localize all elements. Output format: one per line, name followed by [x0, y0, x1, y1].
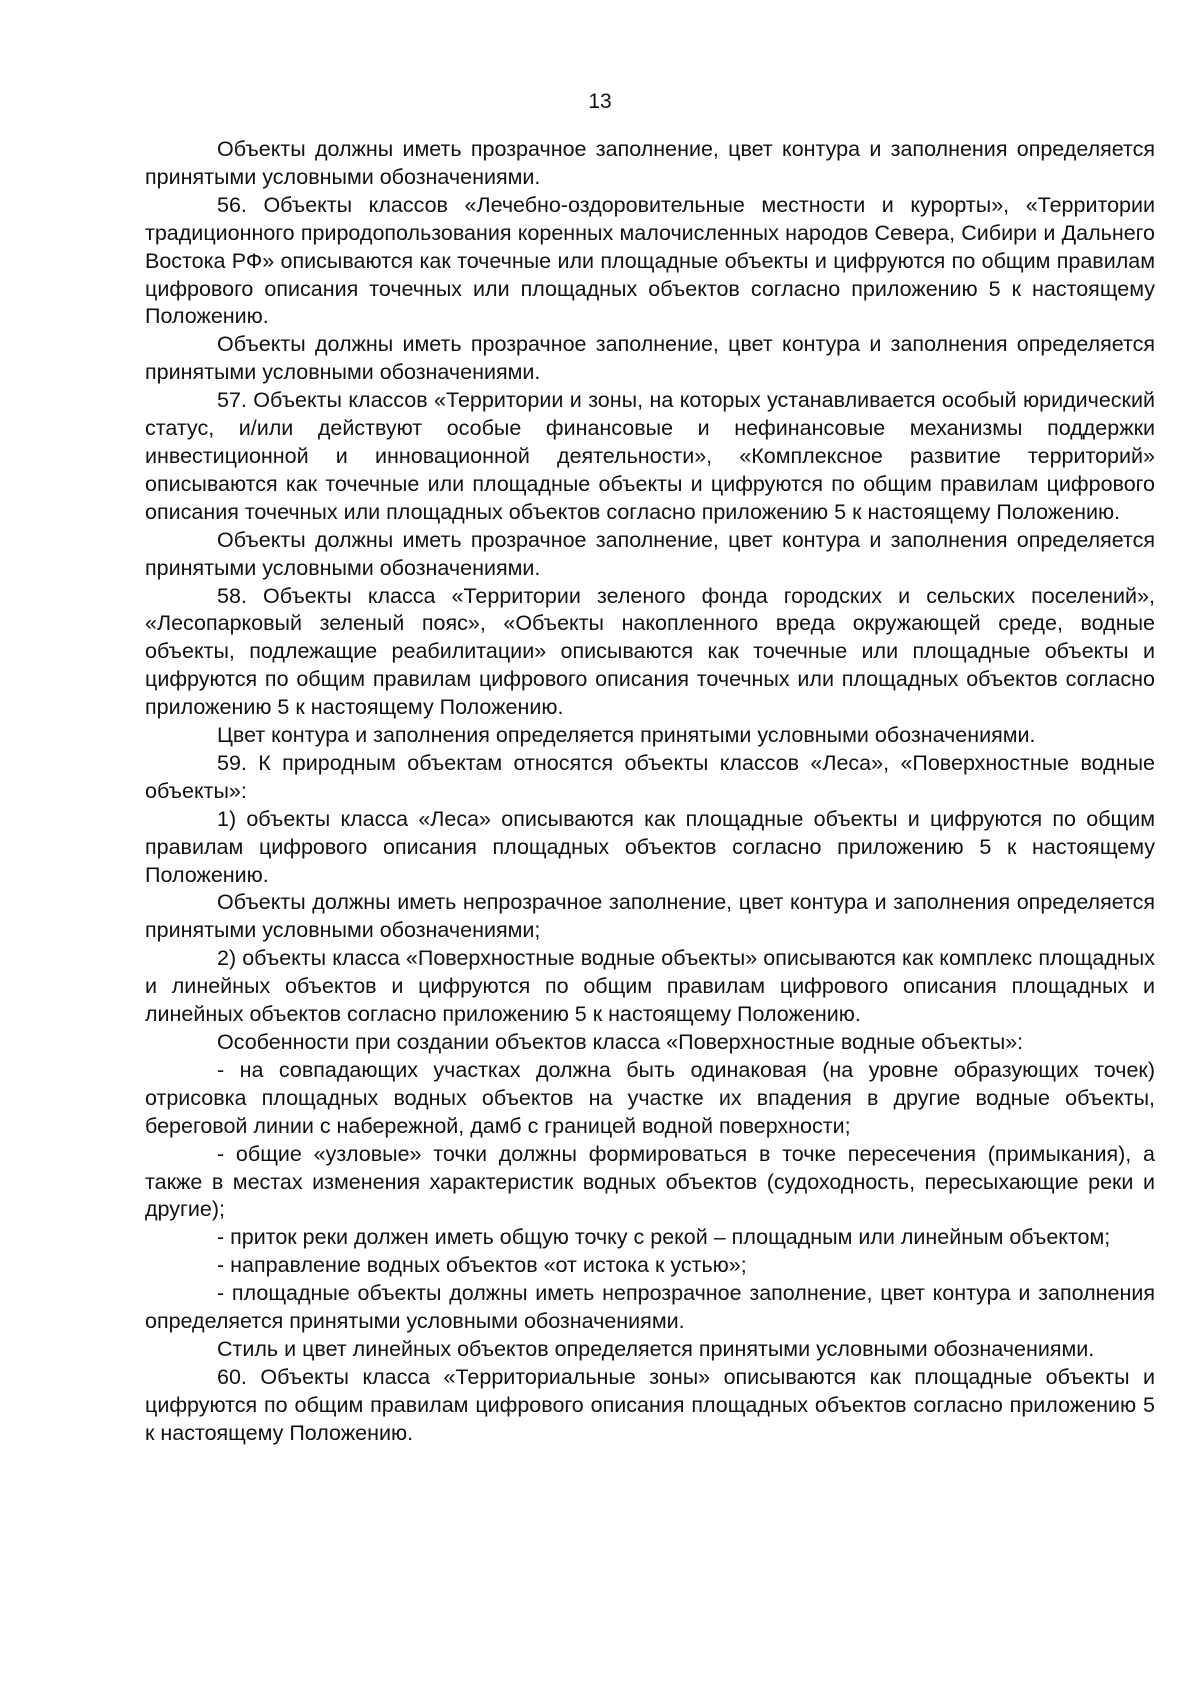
page-number: 13 — [588, 90, 612, 113]
paragraph: Объекты должны иметь прозрачное заполнение, цвет контура и заполнения определяется принятыми условными обозначениями. — [145, 332, 1155, 385]
paragraph-subitem-1: 1) объекты класса «Леса» описываются как площадные объекты и цифруются по общим правилам цифрового описания площадных объектов согласно приложению 5 к настоящему Положению. — [145, 806, 1155, 887]
paragraph: Цвет контура и заполнения определяется принятыми условными обозначениями. — [217, 723, 1036, 748]
list-item: - на совпадающих участках должна быть одинаковая (на уровне образующих точек) отрисовка площадных водных объектов на участке их впадения в другие водные объекты, береговой линии с набережной, дамб с границей водной поверхности; — [145, 1057, 1155, 1138]
paragraph-item-56: 56. Объекты классов «Лечебно-оздоровительные местности и курорты», «Территории традиционного природопользования коренных малочисленных народов Севера, Сибири и Дальнего Востока РФ» описываются как точечные или площадные объекты и цифруются по общим правилам цифрового описания точечных или площадных объектов согласно приложению 5 к настоящему Положению. — [145, 192, 1155, 329]
paragraph: Объекты должны иметь непрозрачное заполнение, цвет контура и заполнения определяется принятыми условными обозначениями; — [145, 890, 1155, 943]
paragraph: Стиль и цвет линейных объектов определяется принятыми условными обозначениями. — [217, 1336, 1095, 1361]
paragraph: Объекты должны иметь прозрачное заполнение, цвет контура и заполнения определяется принятыми условными обозначениями. — [145, 137, 1155, 189]
list-item: - направление водных объектов «от истока к устью»; — [217, 1253, 747, 1278]
paragraph-item-58: 58. Объекты класса «Территории зеленого фонда городских и сельских поселений», «Лесопарковый зеленый пояс», «Объекты накопленного вреда окружающей среде, водные объекты, подлежащие реабилитации» описываются как точечные или площадные объекты и цифруются по общим правилам цифрового описания точечных или площадных объектов согласно приложению 5 к настоящему Положению. — [145, 583, 1155, 720]
list-item: - приток реки должен иметь общую точку с рекой – площадным или линейным объектом; — [217, 1225, 1111, 1250]
paragraph: Особенности при создании объектов класса «Поверхностные водные объекты»: — [217, 1030, 1024, 1054]
document-body — [145, 136, 1155, 1448]
list-item: - общие «узловые» точки должны формироваться в точке пересечения (примыкания), а также в местах изменения характеристик водных объектов (судоходность, пересыхающие реки и другие); — [145, 1141, 1155, 1222]
paragraph-subitem-2: 2) объекты класса «Поверхностные водные объекты» описываются как комплекс площадных и линейных объектов и цифруются по общим правилам цифрового описания площадных и линейных объектов согласно приложению 5 к настоящему Положению. — [145, 946, 1155, 1027]
paragraph-item-59: 59. К природным объектам относятся объекты классов «Леса», «Поверхностные водные объекты»: — [145, 750, 1155, 803]
paragraph: Объекты должны иметь прозрачное заполнение, цвет контура и заполнения определяется принятыми условными обозначениями. — [145, 527, 1155, 580]
paragraph-item-60: 60. Объекты класса «Территориальные зоны» описываются как площадные объекты и цифруются по общим правилам цифрового описания площадных объектов согласно приложению 5 к настоящему Положению. — [145, 1364, 1155, 1445]
list-item: - площадные объекты должны иметь непрозрачное заполнение, цвет контура и заполнения определяется принятыми условными обозначениями. — [145, 1281, 1155, 1334]
paragraph-item-57: 57. Объекты классов «Территории и зоны, на которых устанавливается особый юридический статус, и/или действуют особые финансовые и нефинансовые механизмы поддержки инвестиционной и инновационной деятельности», «Комплексное развитие территорий» описываются как точечные или площадные объекты и цифруются по общим правилам цифрового описания точечных или площадных объектов согласно приложению 5 к настоящему Положению. — [145, 388, 1155, 524]
